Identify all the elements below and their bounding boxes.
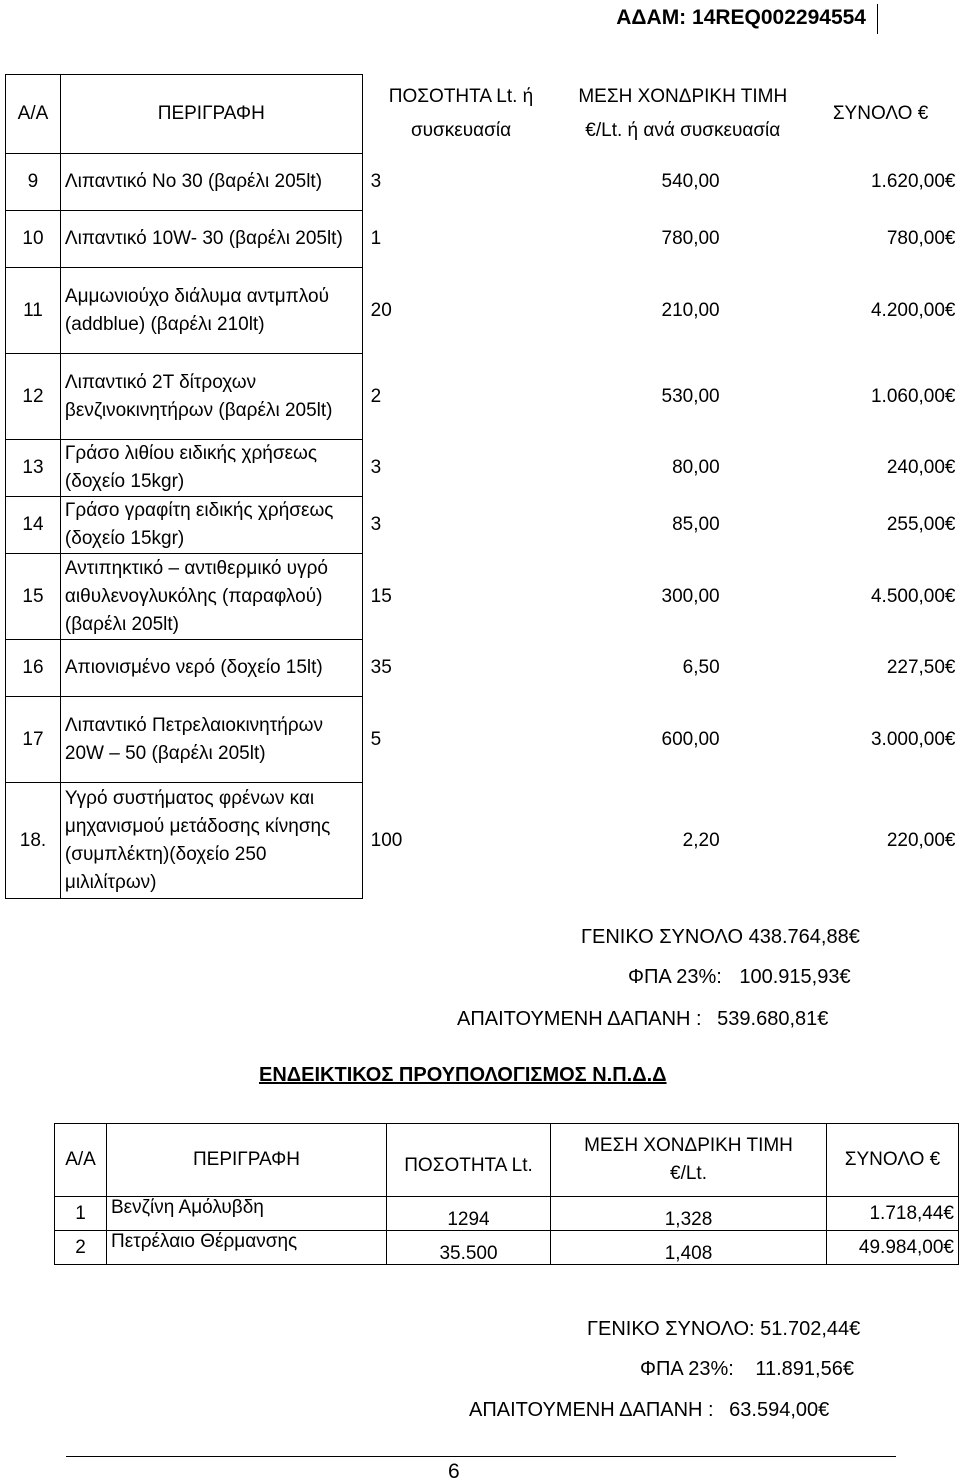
cell-price: 600,00 xyxy=(661,728,720,750)
cell-quantity: 15 xyxy=(370,585,392,607)
cell-quantity: 1294 xyxy=(387,1197,551,1231)
cell-quantity: 3 xyxy=(370,457,382,478)
column-header-total: ΣΥΝΟΛΟ € xyxy=(827,1124,959,1197)
cell-total: 780,00€ xyxy=(886,228,956,249)
column-header-price: ΜΕΣΗ ΧΟΝΔΡΙΚΗ ΤΙΜΗ €/Lt. ή ανά συσκευασία xyxy=(578,86,788,141)
table2-general-total xyxy=(587,1318,860,1341)
cell-quantity: 20 xyxy=(370,299,392,321)
cell-aa: 15 xyxy=(6,554,61,640)
cell-aa: 9 xyxy=(6,154,61,211)
general-total-value: 438.764,88€ xyxy=(748,926,860,948)
cell-total: 4.500,00€ xyxy=(870,585,956,607)
table-row xyxy=(6,497,960,554)
table-row xyxy=(6,440,960,497)
cell-aa: 12 xyxy=(6,354,61,440)
cell-total: 1.718,44€ xyxy=(827,1197,959,1231)
section-title: ΕΝΔΕΙΚΤΙΚΟΣ ΠΡΟΥΠΟΛΟΓΙΣΜΟΣ Ν.Π.Δ.Δ xyxy=(259,1064,667,1086)
cell-price: 780,00 xyxy=(661,228,720,249)
cell-description: Λιπαντικό Νο 30 (βαρέλι 205lt) xyxy=(60,154,362,211)
column-header-total: ΣΥΝΟΛΟ € xyxy=(832,103,929,124)
column-header-aa: Α/Α xyxy=(6,75,61,154)
header-divider xyxy=(877,4,878,34)
cell-total: 255,00€ xyxy=(886,514,956,535)
cell-description: Γράσο λιθίου ειδικής χρήσεως (δοχείο 15kgr) xyxy=(60,440,362,497)
cell-total: 1.620,00€ xyxy=(870,171,956,192)
cell-price: 1,408 xyxy=(551,1231,827,1265)
cell-quantity: 35.500 xyxy=(387,1231,551,1265)
cell-aa: 2 xyxy=(55,1231,107,1265)
cell-total: 220,00€ xyxy=(886,829,956,851)
cell-aa: 18. xyxy=(6,783,61,899)
cell-price: 80,00 xyxy=(672,457,720,478)
cell-description: Βενζίνη Αμόλυβδη xyxy=(107,1197,387,1231)
vat-label: ΦΠΑ 23%: xyxy=(640,1358,734,1380)
cell-total: 3.000,00€ xyxy=(870,728,956,750)
cell-total: 240,00€ xyxy=(886,457,956,478)
cell-price: 210,00 xyxy=(661,299,720,321)
column-header-description: ΠΕΡΙΓΡΑΦΗ xyxy=(60,75,362,154)
table1-vat xyxy=(628,966,851,989)
cell-quantity: 2 xyxy=(370,385,382,407)
required-expense-label: ΑΠΑΙΤΟΥΜΕΝΗ ΔΑΠΑΝΗ : xyxy=(457,1008,702,1030)
general-total-label: ΓΕΝΙΚΟ ΣΥΝΟΛΟ xyxy=(581,926,744,948)
cell-aa: 1 xyxy=(55,1197,107,1231)
vat-value: 11.891,56€ xyxy=(755,1358,854,1380)
column-header-description: ΠΕΡΙΓΡΑΦΗ xyxy=(107,1124,387,1197)
table2-vat xyxy=(640,1358,854,1381)
cell-description: Γράσο γραφίτη ειδικής χρήσεως (δοχείο 15kgr) xyxy=(60,497,362,554)
cell-aa: 13 xyxy=(6,440,61,497)
required-expense-value: 539.680,81€ xyxy=(717,1008,829,1030)
cell-price: 540,00 xyxy=(661,171,720,192)
cell-total: 49.984,00€ xyxy=(827,1231,959,1265)
column-header-aa: Α/Α xyxy=(55,1124,107,1197)
table-row xyxy=(6,783,960,899)
table-row xyxy=(55,1197,959,1231)
cell-quantity: 1 xyxy=(370,228,382,249)
cell-description: Λιπαντικό 10W- 30 (βαρέλι 205lt) xyxy=(60,211,362,268)
table1-required-expense xyxy=(457,1008,828,1031)
cell-aa: 14 xyxy=(6,497,61,554)
cell-total: 1.060,00€ xyxy=(870,385,956,407)
table-row xyxy=(6,554,960,640)
cell-aa: 11 xyxy=(6,268,61,354)
cell-description: Απιονισμένο νερό (δοχείο 15lt) xyxy=(60,640,362,697)
vat-label: ΦΠΑ 23%: xyxy=(628,966,722,988)
table-header-row xyxy=(55,1124,959,1197)
cell-price: 85,00 xyxy=(672,514,720,535)
cell-total: 4.200,00€ xyxy=(870,299,956,321)
cell-price: 530,00 xyxy=(661,385,720,407)
cell-description: Πετρέλαιο Θέρμανσης xyxy=(107,1231,387,1265)
cell-quantity: 5 xyxy=(370,728,382,750)
document-code: ΑΔΑΜ: 14REQ002294554 xyxy=(616,6,866,29)
table-header-row xyxy=(6,75,960,154)
table-row xyxy=(6,697,960,783)
table-row xyxy=(6,268,960,354)
cell-quantity: 100 xyxy=(370,829,403,851)
table-row xyxy=(6,211,960,268)
cell-aa: 17 xyxy=(6,697,61,783)
page-number: 6 xyxy=(448,1460,460,1483)
column-header-price: ΜΕΣΗ ΧΟΝΔΡΙΚΗ ΤΙΜΗ €/Lt. xyxy=(551,1124,827,1197)
general-total-value: 51.702,44€ xyxy=(760,1318,861,1340)
cell-price: 6,50 xyxy=(682,657,720,678)
cell-description: Αμμωνιούχο διάλυμα αντμπλού (addblue) (βαρέλι 210lt) xyxy=(60,268,362,354)
lubricants-table xyxy=(5,74,960,899)
table1-general-total xyxy=(581,926,860,949)
vat-value: 100.915,93€ xyxy=(739,966,851,988)
cell-quantity: 3 xyxy=(370,171,382,192)
cell-price: 1,328 xyxy=(551,1197,827,1231)
cell-price: 300,00 xyxy=(661,585,720,607)
cell-description: Υγρό συστήματος φρένων και μηχανισμού μετάδοσης κίνησης (συμπλέκτη)(δοχείο 250 μιλιλίτρων) xyxy=(60,783,362,899)
column-header-quantity: ΠΟΣΟΤΗΤΑ Lt. xyxy=(387,1124,551,1197)
column-header-quantity: ΠΟΣΟΤΗΤΑ Lt. ή συσκευασία xyxy=(388,86,534,141)
cell-description: Λιπαντικό 2Τ δίτροχων βενζινοκινητήρων (βαρέλι 205lt) xyxy=(60,354,362,440)
fuel-table xyxy=(54,1123,959,1265)
cell-quantity: 35 xyxy=(370,657,392,678)
table-row xyxy=(6,640,960,697)
table-row xyxy=(55,1231,959,1265)
cell-aa: 16 xyxy=(6,640,61,697)
table-row xyxy=(6,354,960,440)
required-expense-value: 63.594,00€ xyxy=(729,1399,830,1421)
cell-description: Λιπαντικό Πετρελαιοκινητήρων 20W – 50 (βαρέλι 205lt) xyxy=(60,697,362,783)
footer-divider xyxy=(66,1456,896,1457)
cell-quantity: 3 xyxy=(370,514,382,535)
table-row xyxy=(6,154,960,211)
cell-total: 227,50€ xyxy=(886,657,956,678)
table2-required-expense xyxy=(469,1399,829,1422)
cell-price: 2,20 xyxy=(682,829,720,851)
cell-description: Αντιπηκτικό – αντιθερμικό υγρό αιθυλενογλυκόλης (παραφλού) (βαρέλι 205lt) xyxy=(60,554,362,640)
general-total-label: ΓΕΝΙΚΟ ΣΥΝΟΛΟ: xyxy=(587,1318,755,1340)
cell-aa: 10 xyxy=(6,211,61,268)
required-expense-label: ΑΠΑΙΤΟΥΜΕΝΗ ΔΑΠΑΝΗ : xyxy=(469,1399,714,1421)
